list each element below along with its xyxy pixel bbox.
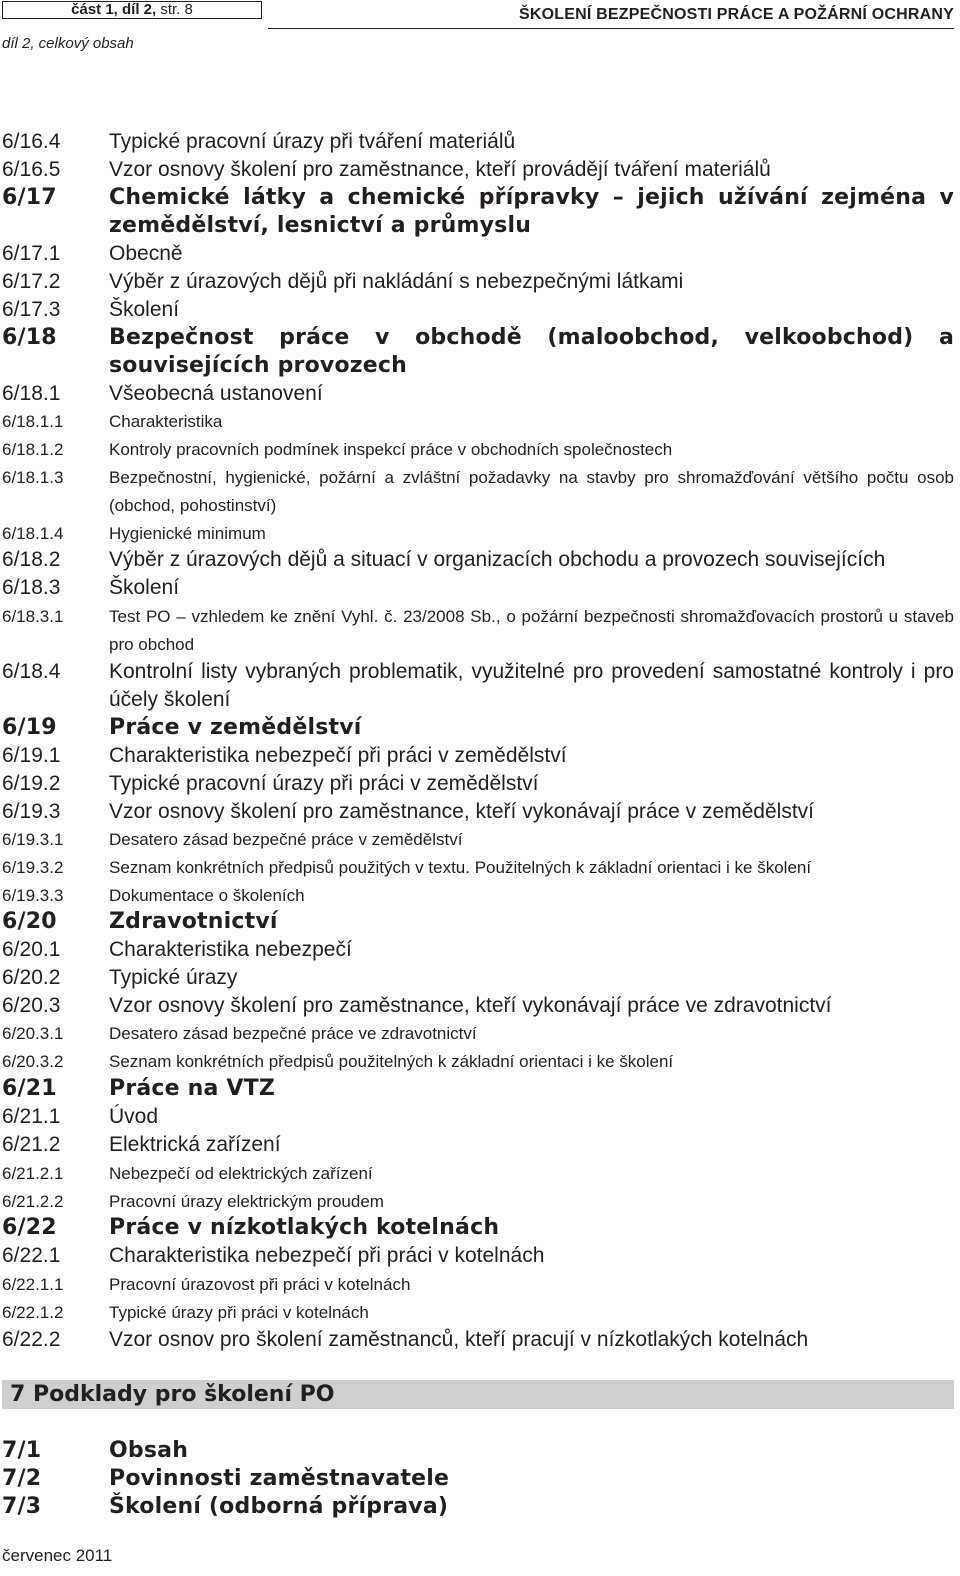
toc-chapter-title: Práce v zemědělství: [109, 715, 362, 740]
toc-subentry-number: 6/20.3.1: [2, 1024, 64, 1043]
toc-chapter-number: 6/17: [2, 185, 57, 210]
toc-subentry-number: 6/18.1.2: [2, 440, 64, 459]
toc-chapter-number: 7/2: [2, 1466, 42, 1491]
toc-chapter-number: 7/1: [2, 1438, 42, 1463]
toc-entry-number: 6/18.4: [2, 660, 61, 683]
toc-entry-title: Školení: [109, 298, 180, 321]
toc-chapter-title: Chemické látky a chemické přípravky – jejich užívání zejména v zemědělství, lesnictví a průmyslu: [109, 185, 954, 238]
toc-subentry-number: 6/21.2.2: [2, 1192, 64, 1211]
toc-chapter-number: 6/19: [2, 715, 57, 740]
toc-entry-title: Všeobecná ustanovení: [109, 382, 323, 405]
toc-chapter-title: Školení (odborná příprava): [109, 1494, 449, 1519]
toc-chapter-title: Bezpečnost práce v obchodě (maloobchod, velkoobchod) a souvisejících provozech: [109, 325, 954, 378]
toc-entry-number: 6/19.1: [2, 744, 61, 767]
toc-entry-title: Typické pracovní úrazy při tváření materiálů: [109, 130, 516, 153]
toc-entry-number: 6/21.1: [2, 1105, 61, 1128]
toc-entry-title: Úvod: [109, 1105, 159, 1128]
toc-subentry-title: Nebezpečí od elektrických zařízení: [109, 1164, 373, 1183]
toc-subentry-number: 6/18.1.4: [2, 524, 64, 543]
toc-entry-number: 6/20.3: [2, 994, 61, 1017]
toc-entry-title: Typické úrazy: [109, 966, 238, 989]
toc-subentry-title: Seznam konkrétních předpisů použitelných k základní orientaci i ke školení: [109, 1052, 674, 1071]
toc-chapter-title: Zdravotnictví: [109, 909, 278, 934]
toc-entry-number: 6/19.3: [2, 800, 61, 823]
toc-entry-title: Elektrická zařízení: [109, 1133, 281, 1156]
toc-entry-title: Vzor osnovy školení pro zaměstnance, kteří provádějí tváření materiálů: [109, 158, 771, 181]
toc-subentry-title: Desatero zásad bezpečné práce ve zdravotnictví: [109, 1024, 477, 1043]
toc-chapter-number: 6/20: [2, 909, 57, 934]
toc-chapter-number: 6/18: [2, 325, 57, 350]
toc-entry-title: Výběr z úrazových dějů a situací v organizacích obchodu a provozech souvisejících: [109, 548, 886, 571]
toc-subentry-number: 6/19.3.1: [2, 830, 64, 849]
toc-entry-title: Vzor osnov pro školení zaměstnanců, kteří pracují v nízkotlakých kotelnách: [109, 1328, 809, 1351]
toc-entry-number: 6/19.2: [2, 772, 61, 795]
page-reference-part: část 1, díl 2,: [71, 1, 157, 18]
toc-subentry-title: Dokumentace o školeních: [109, 886, 305, 905]
toc-subentry-title: Test PO – vzhledem ke znění Vyhl. č. 23/2008 Sb., o požární bezpečnosti shromažďovacích prostorů u staveb pro obchod: [109, 607, 954, 654]
toc-chapter-title: Povinnosti zaměstnavatele: [109, 1466, 450, 1491]
toc-entry-title: Charakteristika nebezpečí při práci v zemědělství: [109, 744, 567, 767]
toc-subentry-title: Typické úrazy při práci v kotelnách: [109, 1303, 369, 1322]
toc-subentry-number: 6/22.1.1: [2, 1275, 64, 1294]
document-subtitle: díl 2, celkový obsah: [2, 35, 134, 52]
toc-entry-title: Kontrolní listy vybraných problematik, využitelné pro provedení samostatné kontroly i pro účely školení: [109, 660, 954, 711]
toc-entry-title: Typické pracovní úrazy při práci v zemědělství: [109, 772, 539, 795]
toc-subentry-number: 6/20.3.2: [2, 1052, 64, 1071]
toc-entry-number: 6/21.2: [2, 1133, 61, 1156]
toc-chapter-title: Práce v nízkotlakých kotelnách: [109, 1215, 500, 1240]
toc-subentry-title: Hygienické minimum: [109, 524, 266, 543]
toc-subentry-number: 6/19.3.3: [2, 886, 64, 905]
toc-entry-number: 6/20.1: [2, 938, 61, 961]
toc-chapter-number: 7/3: [2, 1494, 42, 1519]
page-reference-page: str. 8: [156, 1, 193, 18]
toc-subentry-title: Seznam konkrétních předpisů použitých v textu. Použitelných k základní orientaci i ke školení: [109, 858, 812, 877]
section-heading-bar: [2, 1380, 954, 1409]
toc-entry-number: 6/16.4: [2, 130, 61, 153]
toc-subentry-title: Desatero zásad bezpečné práce v zemědělství: [109, 830, 463, 849]
toc-entry-number: 6/17.1: [2, 242, 61, 265]
page-reference-box: [2, 1, 262, 19]
toc-chapter-title: Obsah: [109, 1438, 189, 1463]
toc-entry-number: 6/22.1: [2, 1244, 61, 1267]
toc-entry-number: 6/17.3: [2, 298, 61, 321]
toc-subentry-number: 6/18.3.1: [2, 607, 64, 626]
toc-subentry-number: 6/22.1.2: [2, 1303, 64, 1322]
document-title: ŠKOLENÍ BEZPEČNOSTI PRÁCE A POŽÁRNÍ OCHRANY: [519, 6, 954, 23]
toc-entry-title: Charakteristika nebezpečí: [109, 938, 352, 961]
header-rule: [268, 28, 954, 29]
toc-subentry-number: 6/21.2.1: [2, 1164, 64, 1183]
toc-entry-number: 6/18.1: [2, 382, 61, 405]
toc-chapter-title: Práce na VTZ: [109, 1076, 275, 1101]
toc-subentry-title: Pracovní úrazy elektrickým proudem: [109, 1192, 384, 1211]
footer-date: červenec 2011: [2, 1546, 113, 1565]
toc-entry-number: 6/22.2: [2, 1328, 61, 1351]
toc-subentry-number: 6/19.3.2: [2, 858, 64, 877]
toc-subentry-number: 6/18.1.3: [2, 468, 64, 487]
toc-subentry-title: Bezpečnostní, hygienické, požární a zvláštní požadavky na stavby pro shromažďování většího počtu osob (obchod, pohostinství): [109, 468, 954, 515]
toc-entry-number: 6/17.2: [2, 270, 61, 293]
toc-chapter-number: 6/21: [2, 1076, 57, 1101]
toc-subentry-title: Charakteristika: [109, 412, 223, 431]
toc-subentry-title: Pracovní úrazovost při práci v kotelnách: [109, 1275, 411, 1294]
toc-subentry-number: 6/18.1.1: [2, 412, 64, 431]
toc-chapter-number: 6/22: [2, 1215, 57, 1240]
toc-entry-title: Vzor osnovy školení pro zaměstnance, kteří vykonávají práce v zemědělství: [109, 800, 814, 823]
section-heading: 7 Podklady pro školení PO: [10, 1382, 335, 1407]
toc-entry-number: 6/18.3: [2, 576, 61, 599]
toc-entry-title: Výběr z úrazových dějů při nakládání s nebezpečnými látkami: [109, 270, 684, 293]
toc-subentry-title: Kontroly pracovních podmínek inspekcí práce v obchodních společnostech: [109, 440, 673, 459]
toc-entry-title: Školení: [109, 576, 180, 599]
toc-entry-title: Obecně: [109, 242, 183, 265]
toc-entry-title: Vzor osnovy školení pro zaměstnance, kteří vykonávají práce ve zdravotnictví: [109, 994, 832, 1017]
toc-entry-number: 6/16.5: [2, 158, 61, 181]
toc-entry-title: Charakteristika nebezpečí při práci v kotelnách: [109, 1244, 545, 1267]
toc-entry-number: 6/18.2: [2, 548, 61, 571]
toc-entry-number: 6/20.2: [2, 966, 61, 989]
